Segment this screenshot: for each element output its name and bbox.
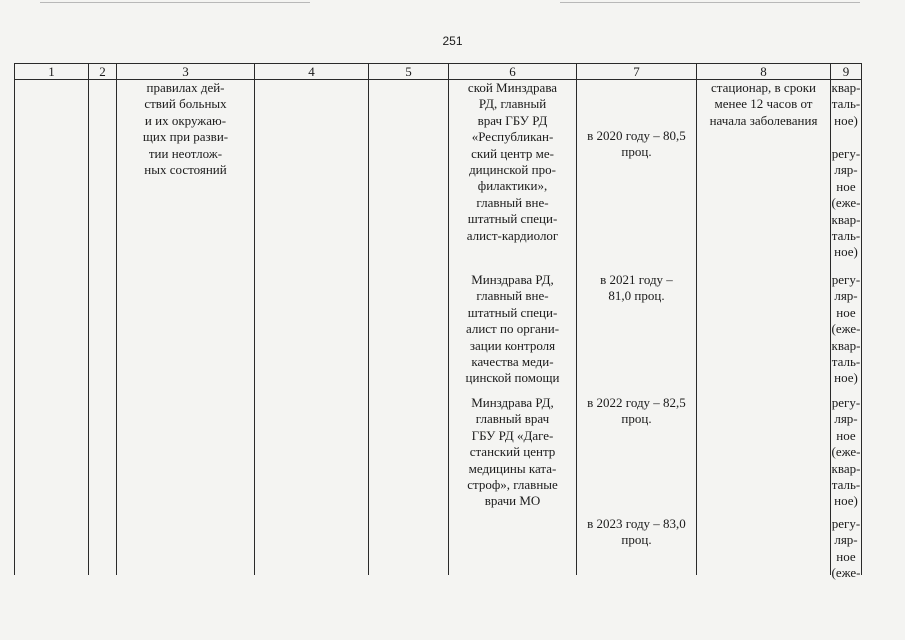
result-description: стационар, в сроки менее 12 часов от начала заболевания [709, 80, 818, 128]
header-col-9: 9 [831, 64, 862, 80]
header-col-2: 2 [89, 64, 117, 80]
measure-description: правилах дей- ствий больных и их окружаю- щих при разви- тии неотлож- ных состояний [142, 80, 229, 178]
cell-col-5 [369, 80, 449, 576]
responsible-block-1: ской Минздрава РД, главный врач ГБУ РД «Республикан- ский центр ме- дицинской про- филактики», главный вне- штатный специ- алист-кардиолог [466, 80, 559, 243]
table-row [15, 80, 862, 576]
header-col-6: 6 [449, 64, 577, 80]
cell-col-2 [89, 80, 117, 576]
cell-col-6 [449, 80, 577, 576]
header-col-7: 7 [577, 64, 697, 80]
frequency-block-4: регу- ляр- ное (еже- квар- таль- ное) [831, 395, 861, 509]
cell-col-8 [697, 80, 831, 576]
cell-col-3 [117, 80, 255, 576]
header-col-3: 3 [117, 64, 255, 80]
page-number: 251 [442, 34, 463, 48]
frequency-block-1: квар- таль- ное) [831, 80, 861, 128]
target-2020: в 2020 году – 80,5 проц. [587, 128, 686, 160]
header-col-8: 8 [697, 64, 831, 80]
frequency-block-3: регу- ляр- ное (еже- квар- таль- ное) [831, 272, 861, 386]
cell-col-9 [831, 80, 862, 581]
cell-col-1 [15, 80, 89, 576]
cell-col-7 [577, 80, 697, 576]
header-col-4: 4 [255, 64, 369, 80]
responsible-block-3: Минздрава РД, главный врач ГБУ РД «Даге- станский центр медицины ката- строф», главные врачи МО [467, 395, 558, 509]
scan-edge-rule-left [40, 2, 310, 3]
target-2021: в 2021 году – 81,0 проц. [600, 272, 673, 304]
frequency-block-2: регу- ляр- ное (еже- квар- таль- ное) [831, 146, 861, 260]
responsible-block-2: Минздрава РД, главный вне- штатный специ- алист по органи- зации контроля качества меди- цинской помощи [465, 272, 560, 386]
target-2022: в 2022 году – 82,5 проц. [587, 395, 686, 427]
frequency-block-5: регу- ляр- ное (еже- [831, 516, 861, 581]
header-row [15, 64, 862, 80]
header-col-5: 5 [369, 64, 449, 80]
scan-edge-rule-right [560, 2, 860, 3]
header-col-1: 1 [15, 64, 89, 80]
cell-col-4 [255, 80, 369, 576]
plan-table [14, 63, 862, 581]
target-2023: в 2023 году – 83,0 проц. [587, 516, 686, 548]
